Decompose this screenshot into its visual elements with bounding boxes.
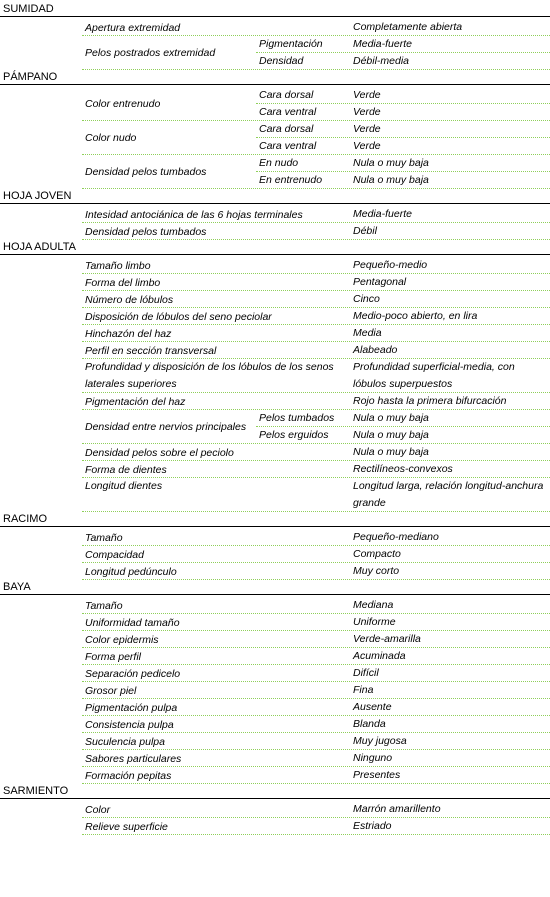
row-separator (82, 307, 550, 308)
row-separator (82, 222, 550, 223)
attribute-value: Alabeado (353, 344, 398, 356)
row-separator (82, 698, 550, 699)
row-separator (82, 783, 550, 784)
row-separator (82, 630, 550, 631)
row-separator (82, 290, 550, 291)
row-separator (82, 120, 550, 121)
sub-attribute-label: Cara dorsal (259, 89, 314, 101)
section-divider (0, 84, 550, 85)
section-divider (0, 203, 550, 204)
row-separator (82, 715, 550, 716)
attribute-value: Verde (353, 106, 381, 118)
attribute-value: Muy jugosa (353, 735, 407, 747)
attribute-value: Blanda (353, 718, 386, 730)
sub-attribute-label: Cara dorsal (259, 123, 314, 135)
attribute-value: Verde (353, 89, 381, 101)
attribute-value: Débil (353, 225, 377, 237)
attribute-label: Densidad pelos sobre el peciolo (85, 446, 234, 459)
section-divider (0, 526, 550, 527)
attribute-label: Consistencia pulpa (85, 718, 174, 731)
attribute-value: Ninguno (353, 752, 393, 764)
row-separator (82, 766, 550, 767)
section-title: HOJA ADULTA (3, 241, 76, 253)
row-separator (82, 273, 550, 274)
attribute-label: Profundidad y disposición de los lóbulos de los senos laterales superiores (85, 361, 334, 390)
attribute-label: Tamaño (85, 599, 123, 612)
attribute-label: Densidad pelos tumbados (85, 225, 207, 238)
attribute-label: Color nudo (85, 132, 137, 144)
section-divider (0, 798, 550, 799)
attribute-label: Pigmentación del haz (85, 395, 186, 408)
section-divider (0, 254, 550, 255)
attribute-value: Acuminada (353, 650, 406, 662)
attribute-value: Media-fuerte (353, 208, 412, 220)
attribute-value: Fina (353, 684, 374, 696)
attribute-label: Número de lóbulos (85, 293, 174, 306)
attribute-value: Difícil (353, 667, 379, 679)
row-separator (82, 681, 550, 682)
attribute-label: Intesidad antociánica de las 6 hojas terminales (85, 208, 303, 221)
row-separator (82, 154, 550, 155)
row-separator (82, 511, 550, 512)
row-separator (82, 647, 550, 648)
attribute-value: Pequeño-medio (353, 259, 428, 271)
row-separator (82, 409, 550, 410)
attribute-value: Nula o muy baja (353, 412, 429, 424)
row-separator (82, 749, 550, 750)
attribute-label: Pelos postrados extremidad (85, 47, 216, 59)
row-separator (82, 69, 550, 70)
sub-attribute-label: Densidad (259, 55, 304, 67)
row-separator (82, 188, 550, 189)
row-separator (82, 35, 550, 36)
attribute-label: Densidad entre nervios principales (85, 421, 247, 433)
attribute-label: Disposición de lóbulos del seno peciolar (85, 310, 272, 323)
row-separator (82, 443, 550, 444)
section-title: BAYA (3, 581, 31, 593)
section-title: RACIMO (3, 513, 47, 525)
attribute-value: Compacto (353, 548, 401, 560)
attribute-label: Longitud pedúnculo (85, 565, 177, 578)
attribute-label: Apertura extremidad (85, 21, 181, 34)
sub-attribute-label: Pelos tumbados (259, 412, 335, 424)
row-separator (256, 52, 550, 53)
attribute-value: Verde (353, 140, 381, 152)
attribute-label: Tamaño limbo (85, 259, 151, 272)
attribute-label: Separación pedicelo (85, 667, 181, 680)
section-title: SUMIDAD (3, 3, 54, 15)
attribute-label: Longitud dientes (85, 480, 163, 492)
attribute-label: Forma perfil (85, 650, 142, 663)
row-separator (82, 579, 550, 580)
attribute-label: Color (85, 803, 111, 816)
attribute-value: Marrón amarillento (353, 803, 441, 815)
attribute-value: Muy corto (353, 565, 400, 577)
row-separator (82, 834, 550, 835)
attribute-label: Formación pepitas (85, 769, 172, 782)
attribute-label: Color entrenudo (85, 98, 161, 110)
attribute-value: Nula o muy baja (353, 446, 429, 458)
attribute-value: Profundidad superficial-media, con lóbulos superpuestos (353, 361, 515, 390)
row-separator (256, 426, 550, 427)
row-separator (256, 103, 550, 104)
attribute-label: Forma de dientes (85, 463, 167, 476)
attribute-value: Longitud larga, relación longitud-anchura grande (353, 480, 544, 509)
section-title: PÁMPANO (3, 71, 58, 83)
attribute-value: Cinco (353, 293, 380, 305)
attribute-label: Pigmentación pulpa (85, 701, 178, 714)
row-separator (82, 545, 550, 546)
attribute-label: Uniformidad tamaño (85, 616, 180, 629)
attribute-value: Uniforme (353, 616, 396, 628)
sub-attribute-label: Pigmentación (259, 38, 323, 50)
row-separator (82, 239, 550, 240)
attribute-value: Nula o muy baja (353, 429, 429, 441)
sub-attribute-label: Cara ventral (259, 106, 317, 118)
row-separator (82, 817, 550, 818)
row-separator (82, 613, 550, 614)
row-separator (82, 562, 550, 563)
attribute-label: Color epidermis (85, 633, 159, 646)
attribute-value: Media-fuerte (353, 38, 412, 50)
attribute-value: Verde-amarilla (353, 633, 421, 645)
section-divider (0, 594, 550, 595)
attribute-value: Completamente abierta (353, 21, 463, 33)
section-title: HOJA JOVEN (3, 190, 72, 202)
attribute-label: Relieve superficie (85, 820, 168, 833)
attribute-value: Presentes (353, 769, 401, 781)
sub-attribute-label: Cara ventral (259, 140, 317, 152)
attribute-value: Mediana (353, 599, 394, 611)
attribute-value: Nula o muy baja (353, 174, 429, 186)
row-separator (82, 392, 550, 393)
section-title: SARMIENTO (3, 785, 69, 797)
attribute-value: Rectilíneos-convexos (353, 463, 453, 475)
attribute-value: Ausente (353, 701, 392, 713)
attribute-label: Perfil en sección transversal (85, 344, 217, 357)
attribute-value: Medio-poco abierto, en lira (353, 310, 478, 322)
row-separator (82, 732, 550, 733)
attribute-label: Sabores particulares (85, 752, 182, 765)
attribute-value: Verde (353, 123, 381, 135)
attribute-value: Media (353, 327, 382, 339)
sub-attribute-label: En nudo (259, 157, 299, 169)
attribute-label: Hinchazón del haz (85, 327, 172, 340)
attribute-label: Suculencia pulpa (85, 735, 165, 748)
attribute-label: Grosor piel (85, 684, 137, 697)
attribute-label: Forma del limbo (85, 276, 161, 289)
row-separator (82, 664, 550, 665)
row-separator (82, 460, 550, 461)
sub-attribute-label: En entrenudo (259, 174, 323, 186)
row-separator (256, 137, 550, 138)
attribute-value: Pentagonal (353, 276, 407, 288)
row-separator (82, 324, 550, 325)
attribute-value: Rojo hasta la primera bifurcación (353, 395, 507, 407)
sub-attribute-label: Pelos erguidos (259, 429, 329, 441)
attribute-value: Estriado (353, 820, 392, 832)
row-separator (82, 341, 550, 342)
attribute-label: Densidad pelos tumbados (85, 166, 207, 178)
row-separator (256, 171, 550, 172)
attribute-value: Pequeño-mediano (353, 531, 439, 543)
attribute-value: Nula o muy baja (353, 157, 429, 169)
attribute-label: Compacidad (85, 548, 144, 561)
attribute-value: Débil-media (353, 55, 410, 67)
attribute-label: Tamaño (85, 531, 123, 544)
section-divider (0, 16, 550, 17)
